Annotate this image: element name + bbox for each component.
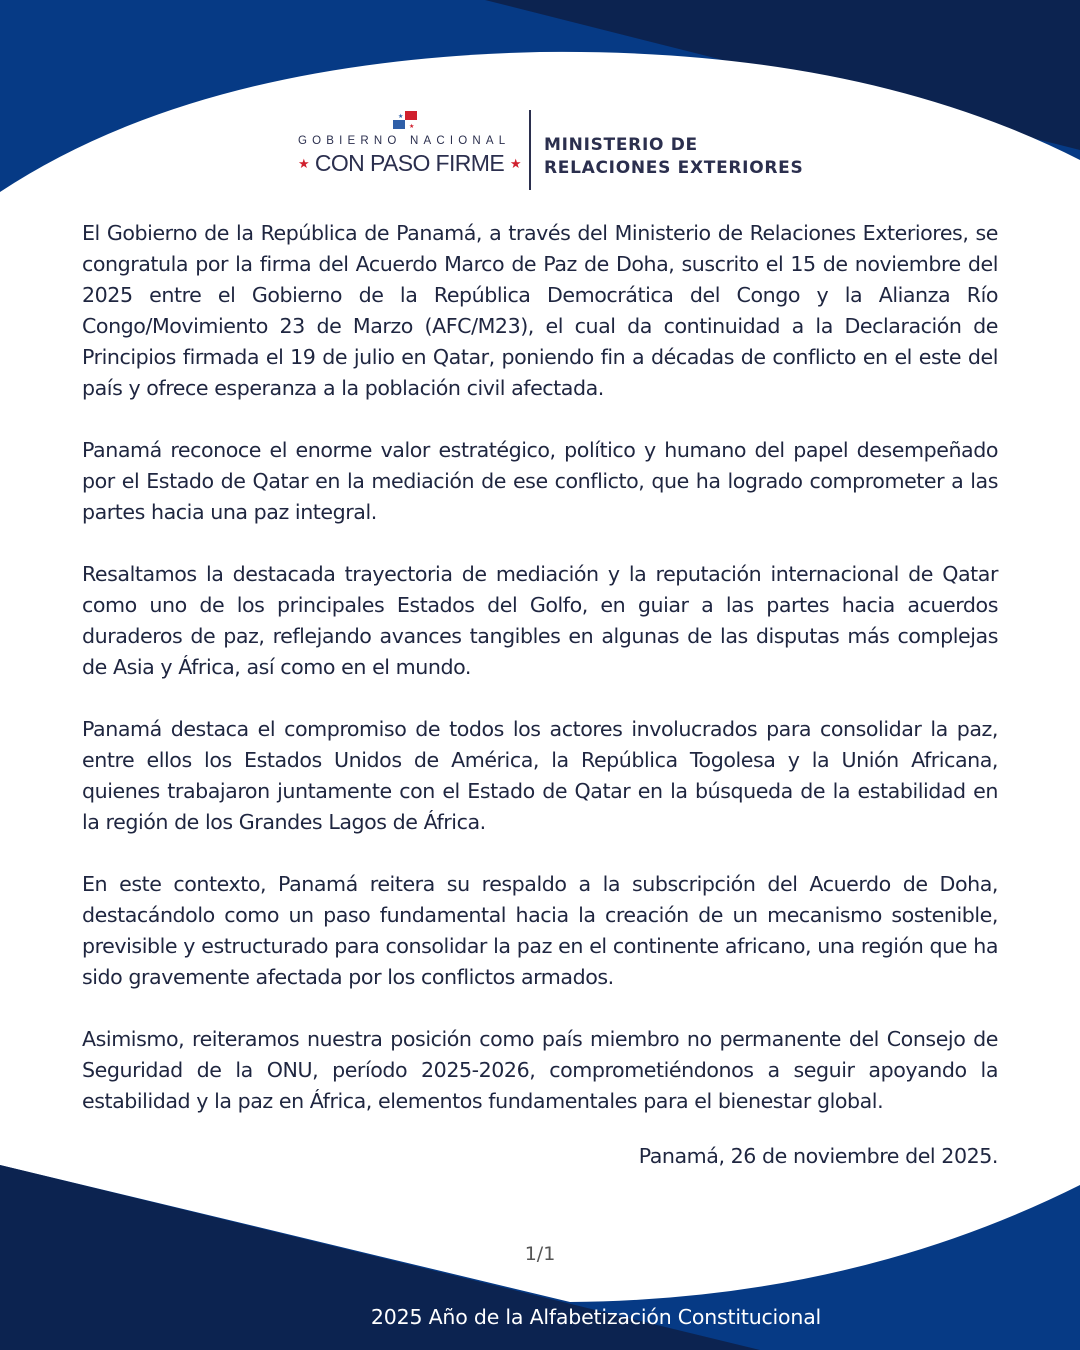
svg-text:★: ★ [409, 123, 415, 129]
ministry-line-1: MINISTERIO DE [544, 135, 698, 155]
paragraph: El Gobierno de la República de Panamá, a través del Ministerio de Relaciones Exteriores, se congratula por la firma del Acuerdo Marco de Paz de Doha, suscrito el 15 de noviembre del 2025 entre el Gobierno de la República Democrática del Congo y la Alianza Río Congo/Movimiento 23 de Marzo (AFC/M23), el cual da continuidad a la Declaración de Principios firmada el 19 de julio en Qatar, poniendo fin a décadas de conflicto en el este del país y ofrece esperanza a la población civil afectada. [82, 221, 998, 400]
svg-text:★: ★ [398, 113, 404, 120]
date-line: Panamá, 26 de noviembre del 2025. [638, 1144, 998, 1168]
footer-motto: 2025 Año de la Alfabetización Constitucional [370, 1305, 822, 1329]
ministry-name [544, 134, 803, 180]
star-icon: ★ [298, 156, 310, 171]
paragraph: Panamá destaca el compromiso de todos los actores involucrados para consolidar la paz, entre ellos los Estados Unidos de América, la República Togolesa y la Unión Africana, quienes trabajaron juntamente con el Estado de Qatar en la búsqueda de la estabilidad en la región de los Grandes Lagos de África. [82, 717, 998, 834]
logo-divider [529, 110, 531, 190]
slogan-text: CON PASO FIRME [314, 150, 505, 176]
star-icon: ★ [509, 156, 521, 171]
gobierno-nacional-label: GOBIERNO NACIONAL [298, 135, 511, 147]
ministry-line-2: RELACIONES EXTERIORES [544, 158, 804, 178]
panama-flag-icon [393, 111, 417, 129]
slogan-logo [298, 150, 521, 177]
paragraph: En este contexto, Panamá reitera su respaldo a la subscripción del Acuerdo de Doha, destacándolo como un paso fundamental hacia la creación de un mecanismo sostenible, previsible y estructurado para consolidar la paz en el continente africano, una región que ha sido gravemente afectada por los conflictos armados. [82, 872, 998, 989]
paragraph: Asimismo, reiteramos nuestra posición como país miembro no permanente del Consejo de Seguridad de la ONU, período 2025-2026, comprometiéndonos a seguir apoyando la estabilidad y la paz en África, elementos fundamentales para el bienestar global. [82, 1027, 998, 1113]
paragraph: Panamá reconoce el enorme valor estratégico, político y humano del papel desempeñado por el Estado de Qatar en la mediación de ese conflicto, que ha logrado comprometer a las partes hacia una paz integral. [82, 438, 998, 524]
paragraph: Resaltamos la destacada trayectoria de mediación y la reputación internacional de Qatar como uno de los principales Estados del Golfo, en guiar a las partes hacia acuerdos duraderos de paz, reflejando avances tangibles en algunas de las disputas más complejas de Asia y África, así como en el mundo. [82, 562, 998, 679]
statement-body [82, 218, 998, 1148]
page-number: 1/1 [524, 1243, 556, 1265]
